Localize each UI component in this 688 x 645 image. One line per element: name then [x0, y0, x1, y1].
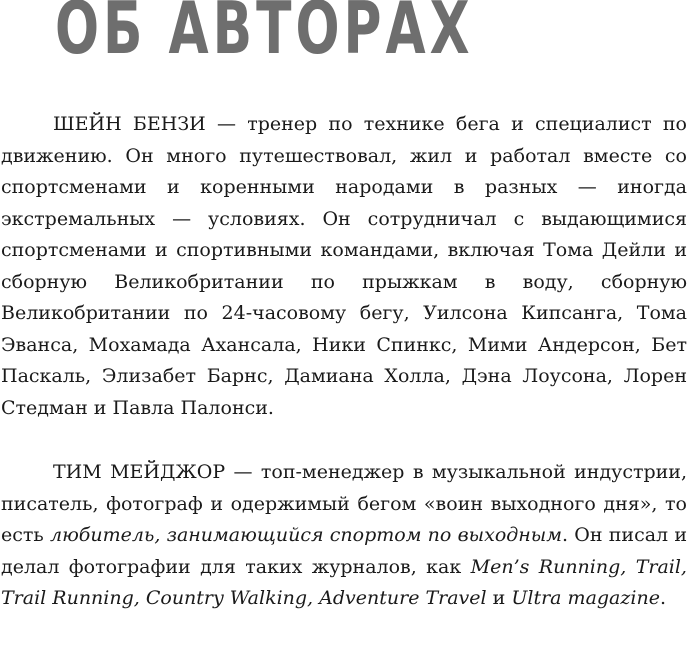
author-bio-text: — топ-менеджер в музыкальной индустрии, писатель, фотограф и одержимый бегом «воин выходного дня», то есть	[1, 461, 688, 546]
magazine-name: Ultra magazine	[511, 587, 660, 609]
conjunction: и	[486, 587, 512, 609]
author-bio-shane-benzie	[1, 109, 687, 424]
magazine-list: Men’s Running, Trail, Trail Running, Country Walking, Adventure Travel	[1, 555, 687, 609]
author-bio-tim-major	[1, 457, 687, 615]
italic-definition: любитель, занимающийся спортом по выходным	[49, 524, 563, 546]
author-bio-text: — тренер по технике бега и специалист по движению. Он много путешествовал, жил и работал вместе со спортсменами и коренными народами в разных — иногда экстремальных — условиях. Он сотрудничал с выдающимися спортсменами и спортивными командами, включая Тома Дейли и сборную Великобритании по прыжкам в воду, сборную Великобритании по 24-часовому бегу, Уилсона Кипсанга, Тома Эванса, Мохамада Ахансала, Ники Спинкс, Мими Андерсон, Бет Паскаль, Элизабет Барнс, Дамиана Холла, Дэна Лоусона, Лорен Стедман и Павла Палонси.	[1, 113, 687, 419]
author-name: ТИМ МЕЙДЖОР	[53, 461, 226, 483]
period: .	[659, 587, 666, 609]
page-title: ОБ АВТОРАХ	[55, 0, 474, 70]
author-bio-text: . Он писал и делал фотографии для таких журналов, как	[1, 524, 688, 578]
author-name: ШЕЙН БЕНЗИ	[53, 113, 206, 135]
